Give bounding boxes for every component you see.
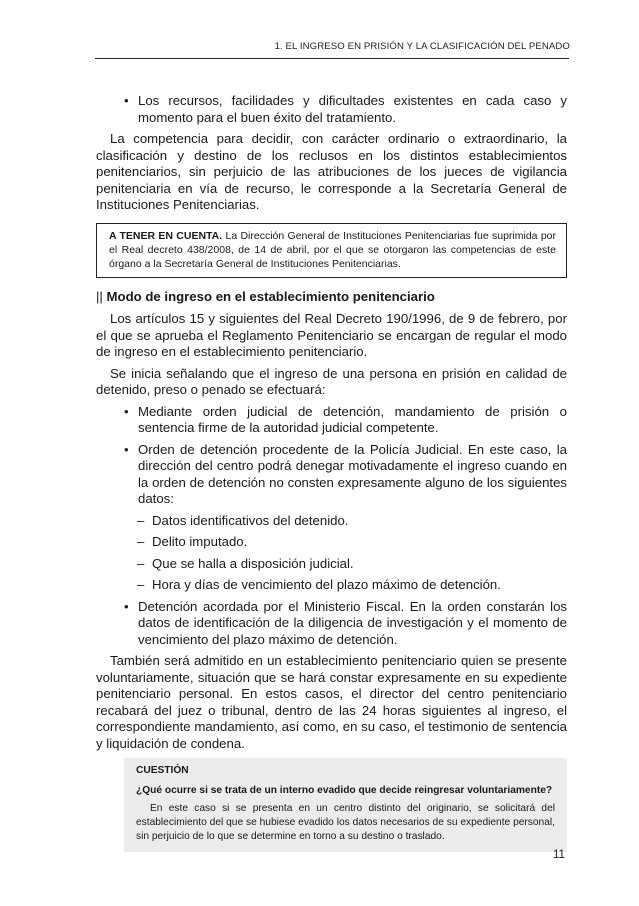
section-paragraph-2: Se inicia señalando que el ingreso de una persona en prisión en calidad de detenido, preso o penado se efectuará: bbox=[96, 365, 567, 397]
dash-item-text: Hora y días de vencimiento del plazo máximo de detención. bbox=[152, 577, 501, 592]
section-marker: || bbox=[96, 288, 103, 304]
list-item-text: Detención acordada por el Ministerio Fiscal. En la orden constarán los datos de identificación de la diligencia de investigación y el momento de vencimiento del plazo máximo de detención. bbox=[138, 598, 567, 647]
question-box bbox=[124, 758, 567, 852]
section-heading bbox=[96, 289, 567, 306]
dash-item bbox=[96, 556, 567, 573]
page-number: 11 bbox=[553, 849, 565, 861]
intro-bullet bbox=[96, 93, 567, 126]
section-paragraph-3: También será admitido en un establecimiento penitenciario quien se presente voluntariamente, situación que se hará constar expresamente en su expediente penitenciario personal. En estos casos, el director del centro penitenciario recabará del juez o tribunal, dentro de las 24 horas siguientes al ingreso, el correspondiente mandamiento, así como, en su caso, el testimonio de sentencia y liquidación de condena. bbox=[96, 653, 567, 751]
running-head: 1. EL INGRESO EN PRISIÓN Y LA CLASIFICACIÓN DEL PENADO bbox=[274, 41, 570, 52]
bullet-icon: • bbox=[124, 441, 129, 457]
bullet-icon: • bbox=[124, 598, 129, 614]
list-item bbox=[96, 442, 567, 508]
dash-item bbox=[96, 577, 567, 594]
note-lead: A TENER EN CUENTA. bbox=[109, 229, 223, 242]
dash-icon: – bbox=[137, 534, 145, 549]
dash-icon: – bbox=[137, 555, 145, 571]
question-answer: En este caso si se presenta en un centro distinto del originario, se solicitará del establecimiento del que se hubiese evadido los datos necesarios de su expediente personal, sin perjuicio de lo que se determine en torno a su destino o traslado. bbox=[136, 803, 555, 842]
section-paragraph-1: Los artículos 15 y siguientes del Real Decreto 190/1996, de 9 de febrero, por el que se aprueba el Reglamento Penitenciario se encargan de regular el modo de ingreso en el establecimiento penitenciario. bbox=[96, 311, 567, 359]
dash-item-text: Delito imputado. bbox=[152, 534, 248, 549]
intro-bullet-text: Los recursos, facilidades y dificultades existentes en cada caso y momento para el buen éxito del tratamiento. bbox=[138, 93, 567, 125]
dash-item-text: Que se halla a disposición judicial. bbox=[152, 555, 354, 571]
page-body bbox=[96, 93, 567, 852]
dash-item-text: Datos identificativos del detenido. bbox=[152, 512, 349, 528]
bullet-icon: • bbox=[124, 403, 129, 419]
dash-item bbox=[96, 534, 567, 551]
bullet-icon: • bbox=[124, 93, 129, 108]
intro-paragraph: La competencia para decidir, con carácter ordinario o extraordinario, la clasificación y destino de los reclusos en los distintos establecimientos penitenciarios, sin perjuicio de las atribuciones de los jueces de vigilancia penitenciaria en vía de recurso, le corresponde a la Secretaría General de Instituciones Penitenciarias. bbox=[96, 131, 567, 212]
dash-item bbox=[96, 513, 567, 530]
question-text: ¿Qué ocurre si se trata de un interno evadido que decide reingresar voluntariamente? bbox=[136, 785, 553, 796]
dash-icon: – bbox=[137, 577, 145, 592]
list-item-text: Mediante orden judicial de detención, mandamiento de prisión o sentencia firme de la autoridad judicial competente. bbox=[138, 403, 567, 435]
dash-icon: – bbox=[137, 512, 145, 528]
header-rule bbox=[95, 58, 569, 59]
question-heading: CUESTIÓN bbox=[136, 765, 189, 776]
list-item-text: Orden de detención procedente de la Policía Judicial. En este caso, la dirección del centro podrá denegar motivadamente el ingreso cuando en la orden de detención no consten expresamente alguno de los siguientes datos: bbox=[138, 441, 567, 506]
note-text: La Dirección General de Instituciones Penitenciarias fue suprimida por el Real decreto 438/2008, de 14 de abril, por el que se otorgaron las competencias de este órgano a la Secretaría General de Instituciones Penitenciarias. bbox=[109, 229, 556, 270]
list-item bbox=[96, 404, 567, 437]
note-box bbox=[96, 223, 567, 278]
section-title: Modo de ingreso en el establecimiento penitenciario bbox=[106, 288, 435, 304]
list-item bbox=[96, 599, 567, 649]
